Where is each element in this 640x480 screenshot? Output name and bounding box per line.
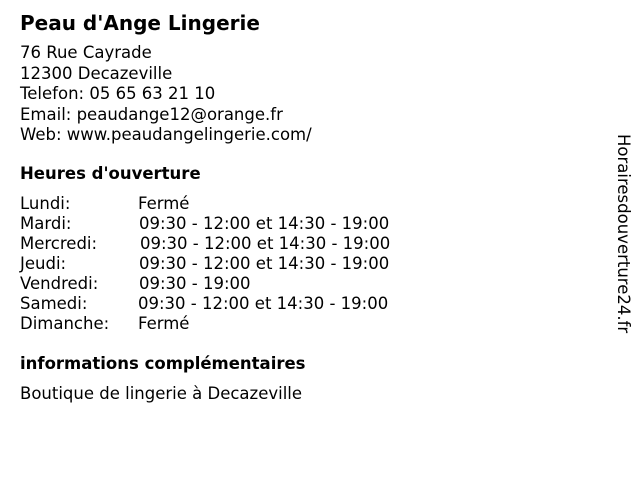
day-hours: 09:30 - 12:00 et 14:30 - 19:00 (140, 234, 391, 253)
hours-row-dimanche (20, 314, 440, 334)
day-label: Samedi: (20, 294, 88, 313)
day-label: Mardi: (20, 214, 72, 233)
business-contact (20, 43, 312, 146)
day-label: Lundi: (20, 194, 71, 213)
day-hours: 09:30 - 12:00 et 14:30 - 19:00 (139, 214, 390, 233)
business-name: Peau d'Ange Lingerie (20, 11, 260, 35)
opening-hours-heading: Heures d'ouverture (20, 164, 201, 183)
day-hours: Fermé (138, 314, 190, 333)
day-label: Vendredi: (20, 274, 99, 293)
hours-row-mardi (20, 214, 440, 234)
phone-number: Telefon: 05 65 63 21 10 (20, 84, 216, 103)
opening-hours-table (20, 194, 440, 334)
hours-row-mercredi (20, 234, 440, 254)
city-postcode: 12300 Decazeville (20, 63, 173, 83)
additional-info-heading: informations complémentaires (20, 354, 306, 373)
day-label: Dimanche: (20, 314, 110, 333)
day-hours: 09:30 - 19:00 (139, 274, 251, 293)
site-watermark: Horairesdouverture24.fr (614, 134, 633, 334)
hours-row-jeudi (20, 254, 440, 274)
hours-row-lundi (20, 194, 440, 214)
day-label: Mercredi: (20, 234, 98, 253)
website-url: Web: www.peaudangelingerie.com/ (20, 125, 312, 144)
email-address: Email: peaudange12@orange.fr (20, 104, 283, 124)
day-hours: 09:30 - 12:00 et 14:30 - 19:00 (138, 294, 389, 313)
day-label: Jeudi: (20, 254, 67, 273)
street-address: 76 Rue Cayrade (20, 43, 152, 62)
additional-info-text: Boutique de lingerie à Decazeville (20, 384, 303, 403)
hours-row-vendredi (20, 274, 440, 294)
day-hours: Fermé (138, 194, 190, 213)
hours-row-samedi (20, 294, 440, 314)
day-hours: 09:30 - 12:00 et 14:30 - 19:00 (139, 254, 390, 273)
